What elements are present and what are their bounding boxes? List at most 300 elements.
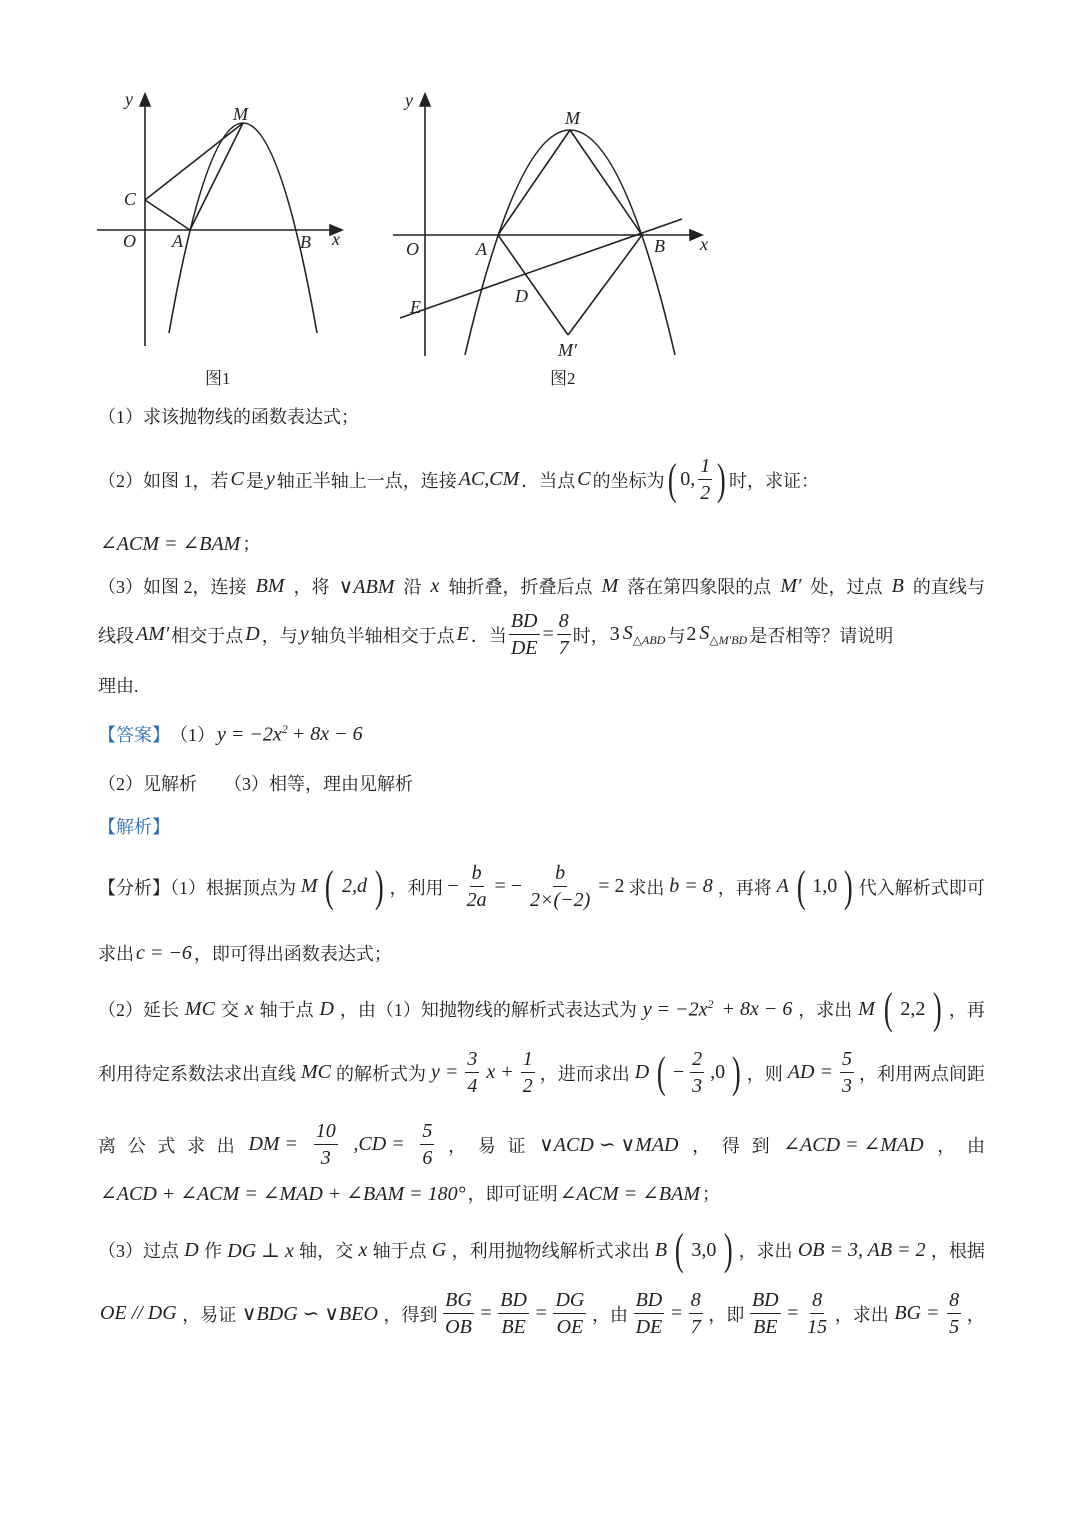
text-run: ，即可得出函数表达式； bbox=[193, 944, 392, 964]
text-run: ，得到 bbox=[383, 1304, 438, 1325]
fig2-label-D: D bbox=[515, 286, 528, 306]
fraction-numerator: BD bbox=[509, 608, 540, 635]
math-expression bbox=[788, 1061, 833, 1084]
math-expression bbox=[342, 875, 367, 898]
math-number: 1,0 bbox=[812, 875, 838, 897]
math-expression bbox=[699, 622, 747, 648]
fraction-denominator: 15 bbox=[807, 1316, 828, 1338]
math-expression bbox=[353, 1133, 404, 1156]
text-run: 理由. bbox=[98, 676, 139, 696]
math-text: ∨ACD ∽ ∨MAD bbox=[539, 1134, 679, 1156]
math-expression bbox=[560, 1181, 700, 1206]
math-expression bbox=[892, 575, 904, 598]
text-run: ； bbox=[242, 534, 261, 554]
text-run: ，则 bbox=[746, 1063, 783, 1084]
math-paren: ) bbox=[933, 984, 943, 1033]
fraction bbox=[443, 1287, 474, 1340]
text-run: ，利用 bbox=[389, 877, 444, 898]
fig2-label-E: E bbox=[410, 297, 421, 317]
math-expression bbox=[100, 1181, 466, 1206]
text-run: 代入解析式即可 bbox=[858, 877, 985, 898]
question-3-end bbox=[98, 672, 985, 698]
fig2-caption: 图2 bbox=[550, 369, 576, 388]
fraction-numerator: 5 bbox=[840, 1046, 854, 1073]
fraction bbox=[689, 1287, 703, 1340]
fraction-numerator: BD bbox=[634, 1287, 665, 1314]
math-number: − bbox=[447, 875, 459, 897]
fraction bbox=[750, 1287, 781, 1340]
text-run: 离 bbox=[98, 1135, 116, 1156]
fraction-numerator: 10 bbox=[314, 1118, 338, 1145]
math-expression bbox=[798, 1239, 926, 1262]
math-text: DM = bbox=[248, 1133, 299, 1155]
math-paren: ) bbox=[844, 861, 853, 911]
analysis-2-line3 bbox=[98, 1118, 985, 1171]
analysis-3-line2 bbox=[98, 1287, 985, 1340]
math-expression bbox=[431, 1061, 458, 1084]
text-run: 求出 bbox=[98, 944, 134, 964]
text-run: ， bbox=[937, 1135, 956, 1156]
fraction-denominator: DE bbox=[510, 637, 538, 659]
text-run: （2）见解析 （3）相等，理由见解析 bbox=[98, 774, 413, 794]
fraction bbox=[634, 1287, 665, 1340]
fig1-label-A: A bbox=[172, 231, 183, 251]
math-expression bbox=[358, 1239, 367, 1262]
math-paren: ) bbox=[723, 1225, 733, 1274]
text-run: ，将 bbox=[293, 577, 330, 597]
math-number: − bbox=[672, 1061, 685, 1083]
analysis-1-cont bbox=[98, 940, 985, 966]
math-paren: ) bbox=[374, 861, 384, 911]
text-run: ，求出 bbox=[798, 1000, 853, 1020]
math-text: A bbox=[776, 875, 789, 897]
math-expression bbox=[783, 1132, 923, 1157]
math-expression bbox=[242, 1301, 378, 1326]
math-text: S bbox=[699, 621, 710, 644]
text-run: 线段 bbox=[98, 625, 134, 646]
text-run: ，再将 bbox=[717, 877, 772, 898]
math-expression bbox=[777, 875, 789, 898]
math-expression bbox=[301, 1061, 331, 1084]
text-run: ， bbox=[692, 1135, 711, 1156]
text-run: 沿 bbox=[403, 577, 422, 597]
math-paren: ( bbox=[796, 861, 806, 911]
fraction-denominator: 2×(−2) bbox=[529, 889, 591, 911]
math-text: x + bbox=[486, 1061, 514, 1083]
math-paren: ( bbox=[667, 454, 677, 504]
math-expression bbox=[184, 1239, 198, 1262]
fraction-numerator: BG bbox=[443, 1287, 474, 1314]
text-run: ，即 bbox=[708, 1304, 745, 1325]
fraction bbox=[557, 608, 571, 661]
fraction-denominator: 2a bbox=[466, 889, 487, 911]
text-run: ，再 bbox=[948, 1000, 985, 1020]
fraction bbox=[805, 1287, 829, 1340]
text-run: 是否相等？请说明 bbox=[749, 625, 894, 646]
text-run: 时， bbox=[572, 625, 609, 646]
math-text: M bbox=[300, 875, 318, 897]
text-run: 处，过点 bbox=[810, 577, 883, 597]
fraction-denominator: OE bbox=[556, 1316, 584, 1338]
fraction-denominator: 4 bbox=[467, 1075, 478, 1097]
fig1-caption: 图1 bbox=[205, 369, 231, 388]
text-run: 轴折叠，折叠后点 bbox=[448, 577, 593, 597]
text-run: 轴，交 bbox=[299, 1241, 354, 1261]
math-expression bbox=[894, 1302, 939, 1325]
math-text: M bbox=[858, 997, 875, 1020]
text-run: ，求出 bbox=[834, 1304, 889, 1325]
fig1-label-B: B bbox=[300, 232, 311, 252]
fig1-label-x: x bbox=[332, 229, 340, 249]
text-run: 的解析式为 bbox=[336, 1063, 426, 1084]
analysis-2-line4 bbox=[98, 1180, 985, 1206]
math-text: OE // DG bbox=[100, 1302, 177, 1324]
math-text: ∠ACM = ∠BAM bbox=[100, 532, 241, 555]
text-run: ，即可证明 bbox=[467, 1184, 558, 1204]
math-text: D bbox=[245, 623, 260, 645]
fraction-denominator: 6 bbox=[422, 1147, 433, 1169]
fraction-denominator: DE bbox=[635, 1316, 663, 1338]
math-text: MC bbox=[301, 1061, 331, 1083]
fig2-label-y: y bbox=[405, 90, 413, 110]
math-text: b = 8 bbox=[669, 875, 713, 897]
fraction-denominator: 3 bbox=[841, 1075, 852, 1097]
math-number: 3,0 bbox=[691, 1238, 717, 1261]
text-run: 求 bbox=[187, 1135, 206, 1156]
fig2-label-M: M bbox=[565, 108, 580, 128]
math-expression bbox=[231, 468, 244, 491]
fraction-numerator: 8 bbox=[689, 1287, 703, 1314]
math-expression bbox=[136, 623, 169, 646]
text-run: 的坐标为 bbox=[592, 470, 665, 491]
math-text: B bbox=[891, 574, 904, 597]
math-text: D bbox=[184, 1238, 199, 1261]
math-paren: ) bbox=[732, 1047, 741, 1097]
math-paren: ) bbox=[717, 454, 727, 504]
math-expression bbox=[623, 622, 666, 648]
math-expression bbox=[721, 998, 792, 1021]
text-run: ．当点 bbox=[521, 470, 576, 491]
text-run: ，求出 bbox=[738, 1241, 793, 1261]
math-expression bbox=[227, 1238, 294, 1263]
math-text: AM′ bbox=[136, 623, 170, 645]
math-expression bbox=[266, 468, 275, 491]
math-text: E bbox=[456, 623, 469, 645]
text-run: ，易证 bbox=[182, 1304, 237, 1325]
math-expression bbox=[486, 1061, 513, 1084]
text-run: （2）如图 1，若 bbox=[98, 470, 229, 491]
math-text: y = −2x bbox=[642, 998, 708, 1021]
math-superscript: 2 bbox=[281, 721, 288, 736]
math-text: M′ bbox=[780, 574, 802, 597]
math-text: MC bbox=[184, 997, 215, 1020]
math-text: + 8x − 6 bbox=[721, 997, 793, 1020]
math-expression bbox=[431, 575, 440, 598]
math-expression bbox=[245, 623, 259, 646]
fraction-denominator: 2 bbox=[700, 482, 711, 504]
math-text: c = −6 bbox=[136, 941, 192, 964]
math-text: B bbox=[654, 1238, 668, 1261]
math-number: ,0 bbox=[710, 1061, 726, 1083]
math-text: M bbox=[601, 574, 619, 597]
analysis-2 bbox=[98, 984, 985, 1033]
fraction-numerator: b bbox=[553, 860, 567, 887]
text-run: 利用待定系数法求出直线 bbox=[98, 1063, 296, 1084]
text-run: 由 bbox=[966, 1135, 985, 1156]
math-text: ∠ACD = ∠MAD bbox=[783, 1134, 924, 1156]
fraction bbox=[465, 1046, 479, 1099]
fraction-denominator: BE bbox=[501, 1316, 526, 1338]
text-run: 证 bbox=[507, 1135, 526, 1156]
math-text: + 8x − 6 bbox=[291, 722, 363, 745]
analysis-1 bbox=[98, 860, 985, 913]
math-paren: ( bbox=[675, 1225, 685, 1274]
fig1-label-M: M bbox=[233, 104, 248, 124]
math-subscript: △ABD bbox=[632, 632, 666, 647]
fraction-numerator: 8 bbox=[557, 608, 571, 635]
text-run: ，进而求出 bbox=[539, 1063, 630, 1084]
question-3-cont bbox=[98, 608, 985, 661]
math-text: y bbox=[299, 623, 309, 645]
question-2-claim bbox=[98, 530, 985, 556]
text-run: 是 bbox=[245, 470, 264, 491]
fraction bbox=[521, 1046, 535, 1099]
math-text: y bbox=[265, 468, 275, 490]
fig2-label-Mprime: M′ bbox=[558, 340, 577, 360]
text-run: （3）过点 bbox=[98, 1241, 179, 1261]
fraction bbox=[528, 860, 592, 913]
fig2-label-O: O bbox=[406, 239, 419, 259]
text-run: 易 bbox=[477, 1135, 496, 1156]
fraction bbox=[314, 1118, 338, 1171]
fig1-label-y: y bbox=[125, 89, 133, 109]
text-run: 求出 bbox=[628, 877, 665, 898]
math-text: DG ⊥ x bbox=[227, 1239, 294, 1262]
math-expression bbox=[339, 574, 395, 599]
text-run: ，利用两点间距 bbox=[858, 1063, 985, 1084]
fig2-label-B: B bbox=[654, 236, 665, 256]
fraction-denominator: 7 bbox=[690, 1316, 701, 1338]
text-run: 交 bbox=[220, 1000, 239, 1020]
fraction bbox=[947, 1287, 961, 1340]
math-expression bbox=[301, 875, 318, 898]
fraction bbox=[840, 1046, 854, 1099]
math-expression bbox=[602, 575, 619, 598]
fraction bbox=[690, 1046, 704, 1099]
fraction-denominator: 3 bbox=[692, 1075, 703, 1097]
math-expression bbox=[655, 1239, 667, 1262]
math-number: 0, bbox=[680, 468, 696, 490]
text-run: ，利用抛物线解析式求出 bbox=[451, 1241, 650, 1261]
math-text: ∠ACD + ∠ACM = ∠MAD + ∠BAM = 180° bbox=[100, 1182, 466, 1205]
text-run: ， bbox=[448, 1135, 467, 1156]
math-expression bbox=[248, 1133, 298, 1156]
math-expression bbox=[539, 1132, 678, 1157]
math-expression bbox=[256, 575, 285, 598]
math-text: G bbox=[431, 1238, 447, 1261]
math-text: ,CD = bbox=[353, 1133, 405, 1155]
math-text: D bbox=[319, 997, 334, 1020]
math-expression bbox=[635, 1061, 649, 1084]
text-run: （3）如图 2，连接 bbox=[98, 577, 247, 597]
fraction-denominator: 5 bbox=[949, 1316, 960, 1338]
math-expression bbox=[669, 875, 713, 898]
math-expression bbox=[643, 997, 714, 1022]
math-expression bbox=[217, 722, 288, 747]
math-text: y = −2x bbox=[217, 723, 282, 746]
math-text: x bbox=[430, 574, 440, 597]
text-run: 的直线与 bbox=[912, 577, 985, 597]
math-expression bbox=[320, 998, 334, 1021]
math-text: y = bbox=[431, 1061, 459, 1083]
figures bbox=[0, 0, 1080, 400]
text-run: ， bbox=[966, 1304, 985, 1325]
question-2 bbox=[98, 453, 985, 506]
math-text: BM bbox=[255, 574, 285, 597]
math-number: 3 bbox=[609, 623, 620, 645]
fraction-numerator: DG bbox=[553, 1287, 586, 1314]
math-expression bbox=[100, 1302, 177, 1325]
fig2-label-x: x bbox=[700, 234, 708, 254]
fraction-numerator: 8 bbox=[810, 1287, 824, 1314]
fraction-denominator: 7 bbox=[558, 637, 569, 659]
math-text: AD = bbox=[787, 1061, 833, 1083]
math-expression bbox=[300, 623, 309, 646]
text-run: ，由（1）知抛物线的解析式表达式为 bbox=[339, 1000, 637, 1020]
text-run: （1） bbox=[170, 725, 215, 745]
math-paren: ( bbox=[883, 984, 893, 1033]
fraction bbox=[698, 453, 712, 506]
math-expression bbox=[432, 1239, 446, 1262]
section-label: 【答案】 bbox=[98, 725, 170, 745]
fraction-numerator: BD bbox=[750, 1287, 781, 1314]
math-paren: ( bbox=[657, 1047, 666, 1097]
text-run: 与 bbox=[667, 625, 686, 646]
text-run: 轴于点 bbox=[372, 1241, 427, 1261]
math-subscript: △M′BD bbox=[709, 632, 748, 647]
fraction-numerator: b bbox=[470, 860, 484, 887]
math-expression bbox=[457, 623, 469, 646]
math-text: OB = 3, AB = 2 bbox=[797, 1238, 926, 1261]
text-run: ，与 bbox=[261, 625, 298, 646]
math-expression bbox=[780, 575, 801, 598]
text-run: 时，求证： bbox=[728, 470, 819, 491]
math-text: C bbox=[577, 468, 591, 490]
question-1 bbox=[98, 403, 985, 429]
fraction bbox=[420, 1118, 434, 1171]
question-3 bbox=[98, 573, 985, 599]
math-number: = bbox=[787, 1302, 799, 1324]
math-number: = 2 bbox=[598, 875, 625, 897]
math-text: ∠ACM = ∠BAM bbox=[559, 1182, 700, 1205]
fraction-denominator: 3 bbox=[320, 1147, 331, 1169]
math-expression bbox=[459, 468, 520, 491]
text-run: （2）延长 bbox=[98, 1000, 179, 1020]
fraction bbox=[553, 1287, 586, 1340]
text-run: 【分析】（1）根据顶点为 bbox=[98, 877, 296, 898]
text-run: 轴于点 bbox=[259, 1000, 314, 1020]
fraction-numerator: BD bbox=[498, 1287, 529, 1314]
text-run: ，根据 bbox=[930, 1241, 985, 1261]
math-text: S bbox=[622, 621, 633, 644]
math-text: x bbox=[358, 1238, 368, 1261]
text-run: ； bbox=[701, 1184, 720, 1204]
fig1-label-O: O bbox=[123, 231, 136, 251]
fraction bbox=[498, 1287, 529, 1340]
math-text: AC,CM bbox=[458, 468, 520, 490]
math-superscript: 2 bbox=[707, 996, 714, 1011]
math-expression bbox=[858, 998, 875, 1021]
text-run: 到 bbox=[751, 1135, 770, 1156]
math-expression bbox=[292, 723, 363, 746]
math-expression bbox=[136, 942, 192, 965]
math-number: 2,2 bbox=[900, 997, 926, 1020]
math-text: ∨BDG ∽ ∨BEO bbox=[241, 1303, 378, 1325]
analysis-2-line2 bbox=[98, 1046, 985, 1099]
fraction-denominator: BE bbox=[753, 1316, 778, 1338]
math-number: = bbox=[542, 623, 554, 645]
math-number: = bbox=[480, 1302, 492, 1324]
answer-2-3 bbox=[98, 770, 985, 796]
fraction-numerator: 2 bbox=[690, 1046, 704, 1073]
math-expression bbox=[100, 531, 240, 556]
section-label: 【解析】 bbox=[98, 817, 170, 837]
math-expression bbox=[185, 998, 215, 1021]
fraction-numerator: 3 bbox=[465, 1046, 479, 1073]
fig1-label-C: C bbox=[124, 189, 137, 209]
fraction bbox=[509, 608, 540, 661]
answer-1 bbox=[98, 721, 985, 747]
text-run: 作 bbox=[204, 1241, 223, 1261]
text-run: 得 bbox=[721, 1135, 740, 1156]
text-run: 相交于点 bbox=[171, 625, 244, 646]
solution-heading bbox=[98, 813, 985, 839]
math-text: x bbox=[244, 997, 254, 1020]
text-run: 轴正半轴上一点，连接 bbox=[276, 470, 457, 491]
text-run: （1）求该抛物线的函数表达式； bbox=[98, 407, 359, 427]
fraction bbox=[465, 860, 489, 913]
fig2-label-A: A bbox=[476, 239, 487, 259]
text-run: 式 bbox=[157, 1135, 176, 1156]
math-number: 2 bbox=[686, 623, 697, 645]
text-run: 轴负半轴相交于点 bbox=[310, 625, 455, 646]
fraction-denominator: 2 bbox=[522, 1075, 533, 1097]
math-expression bbox=[577, 468, 590, 491]
text-run: 出 bbox=[216, 1135, 235, 1156]
math-text: C bbox=[230, 468, 244, 490]
fraction-numerator: 8 bbox=[947, 1287, 961, 1314]
math-number: = − bbox=[494, 875, 523, 897]
text-run: ．当 bbox=[470, 625, 507, 646]
math-text: 2,d bbox=[342, 875, 368, 897]
math-paren: ( bbox=[325, 861, 335, 911]
fraction-numerator: 1 bbox=[521, 1046, 535, 1073]
fraction-denominator: OB bbox=[445, 1316, 472, 1338]
math-expression bbox=[245, 998, 254, 1021]
math-text: D bbox=[634, 1061, 650, 1083]
text-run: 落在第四象限的点 bbox=[627, 577, 772, 597]
math-text: ∨ABM bbox=[338, 575, 395, 598]
fraction-numerator: 1 bbox=[698, 453, 712, 480]
text-run: 公 bbox=[127, 1135, 146, 1156]
figure-2 bbox=[393, 94, 702, 356]
math-number: = bbox=[535, 1302, 547, 1324]
analysis-3 bbox=[98, 1225, 985, 1274]
math-number: = bbox=[670, 1302, 683, 1324]
figure-1 bbox=[97, 94, 342, 346]
math-text: BG = bbox=[894, 1302, 940, 1324]
fraction-numerator: 5 bbox=[420, 1118, 434, 1145]
